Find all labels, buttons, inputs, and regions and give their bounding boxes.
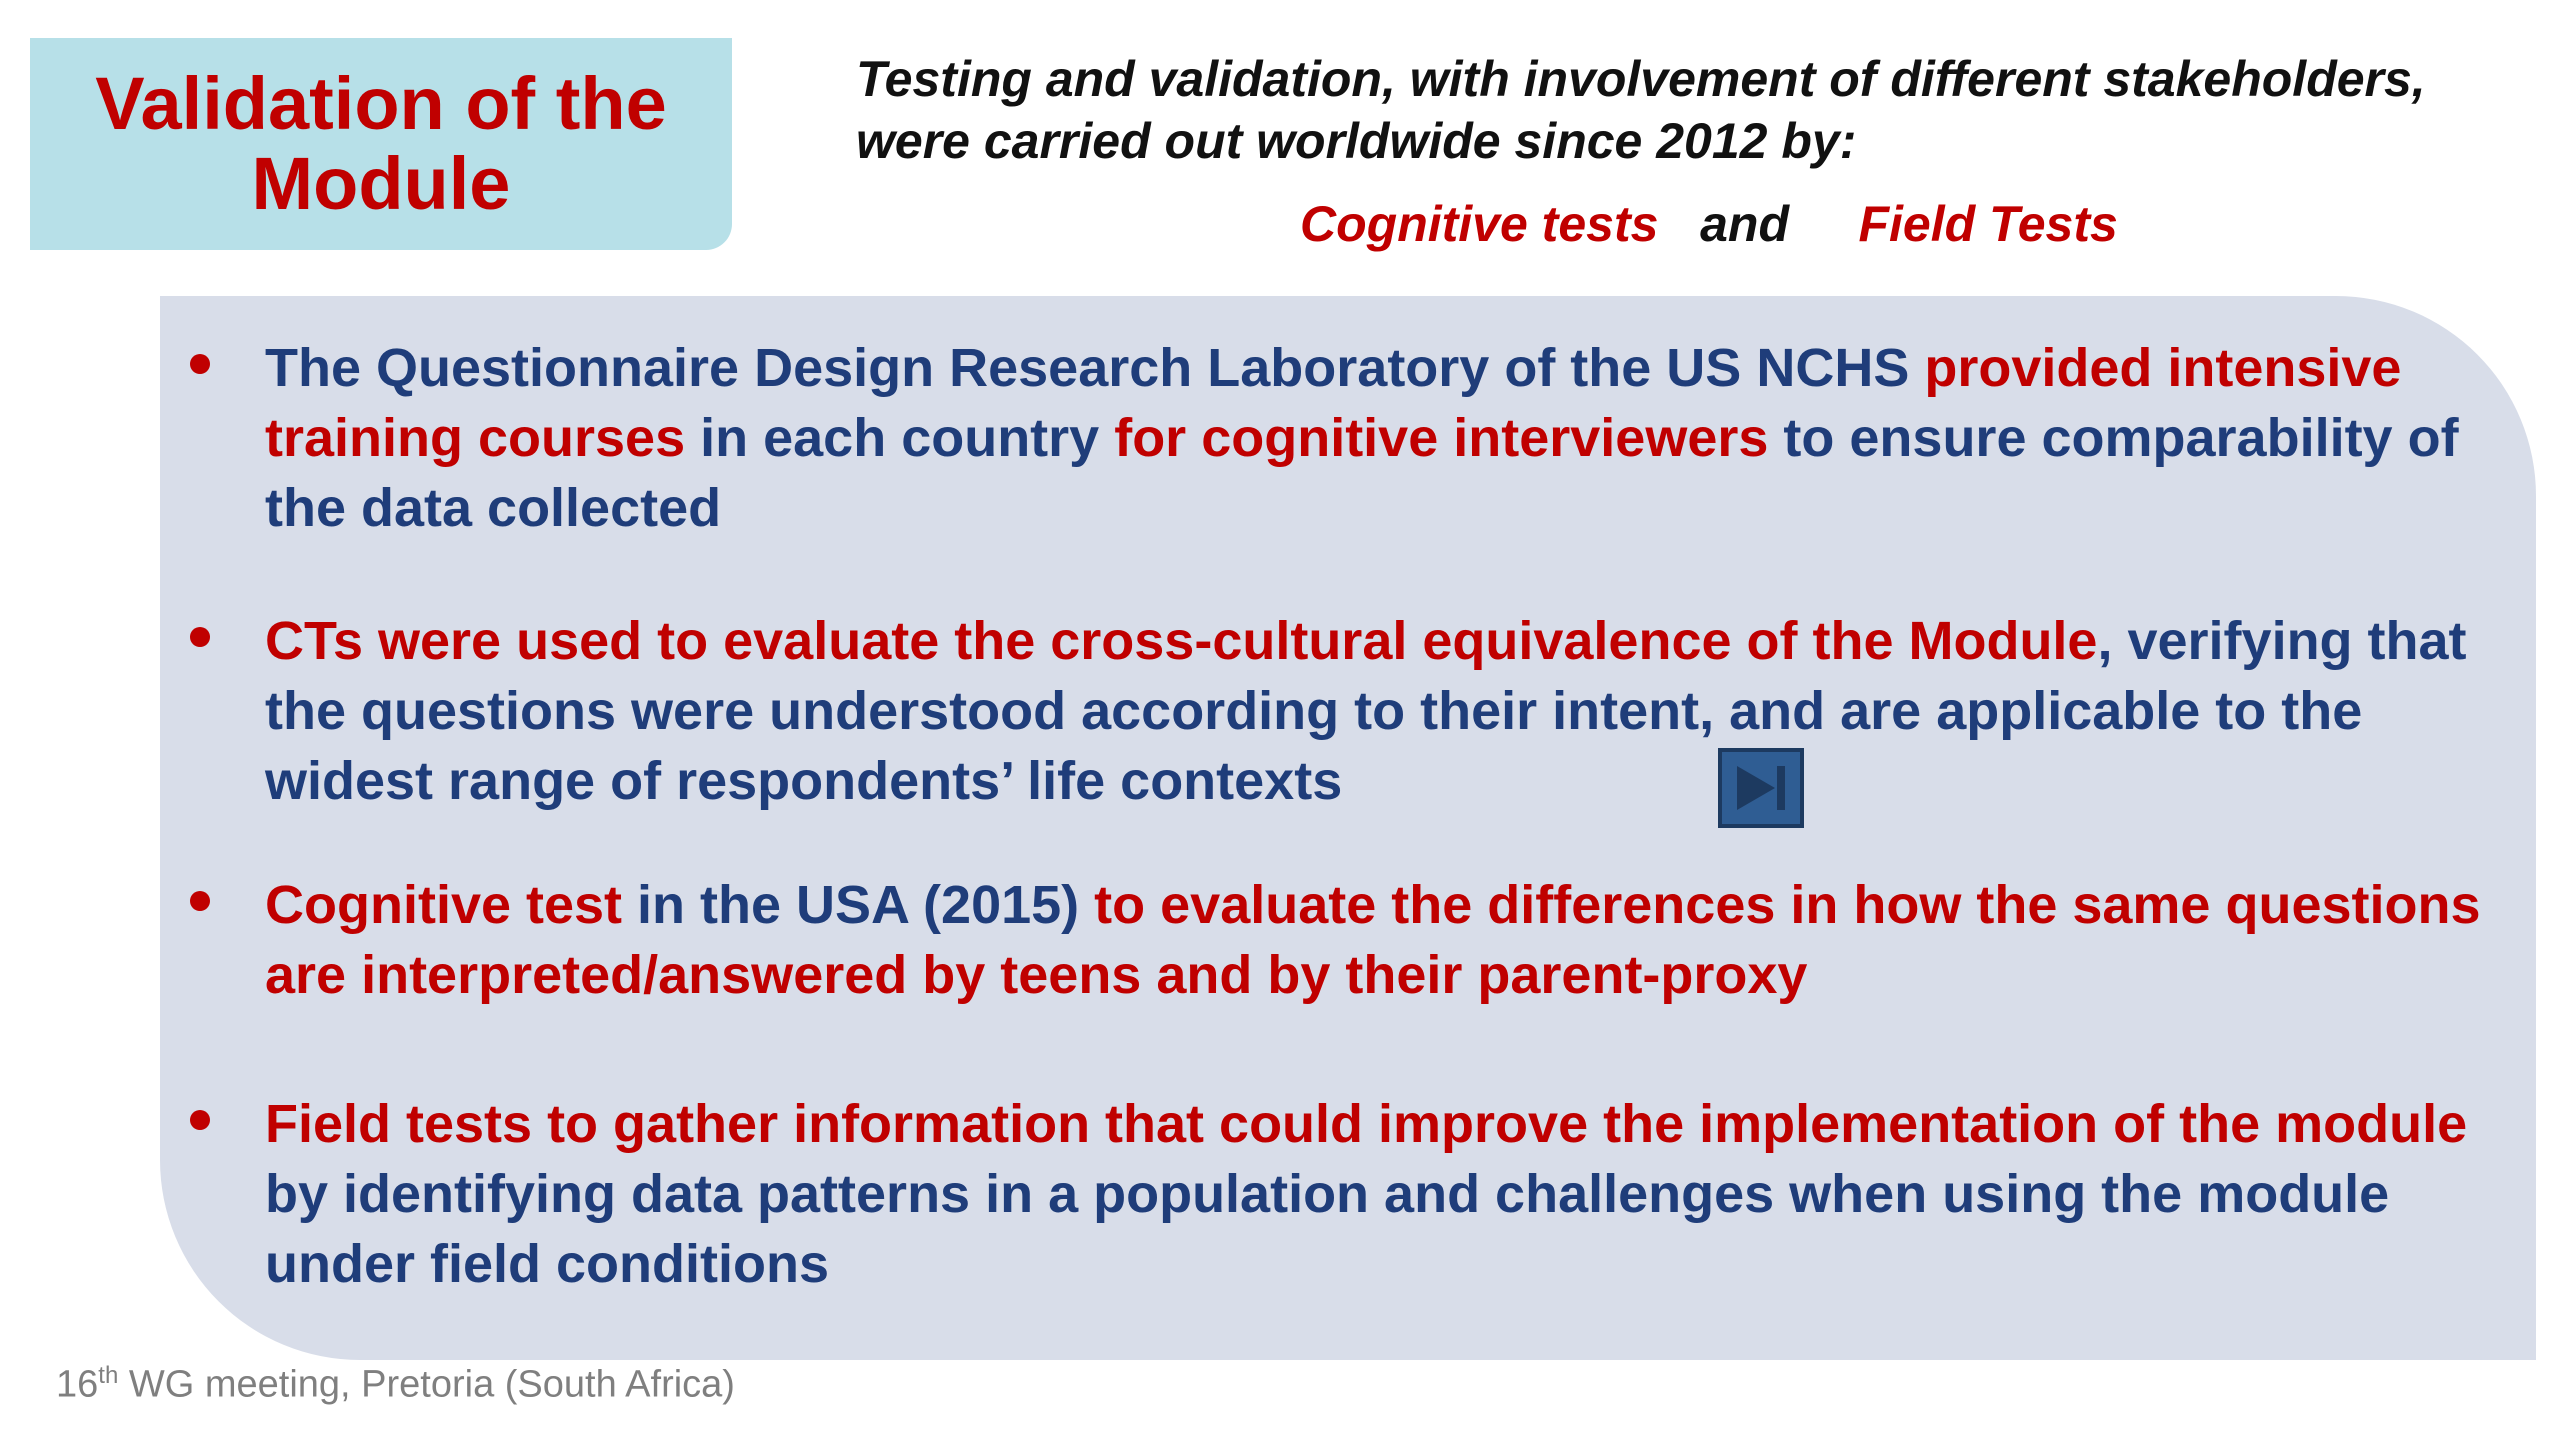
title-line-1: Validation of the — [95, 62, 667, 145]
bullet-text-segment: Field tests to gather information that could improve the implementation of the module — [265, 1094, 2468, 1154]
field-tests-label: Field Tests — [1858, 196, 2118, 252]
intro-tests-line — [1300, 193, 2118, 255]
bullet-2 — [265, 606, 2515, 816]
bullet-dot — [190, 627, 210, 647]
bullet-text-segment: by identifying data patterns in a population and challenges when using the module under field conditions — [265, 1164, 2390, 1294]
bullet-1 — [265, 333, 2515, 543]
bullet-text-segment: provided intensive training courses — [265, 338, 2402, 468]
and-label: and — [1700, 196, 1789, 252]
bullet-text-segment: CTs were used to evaluate the cross-cultural equivalence of the Module — [265, 611, 2098, 671]
bullet-text-segment: for cognitive interviewers — [1114, 408, 1769, 468]
slide-title — [95, 64, 666, 224]
bullet-dot — [190, 1110, 210, 1130]
bullet-text-segment: , verifying that the questions were understood according to their intent, and are applicable to the widest range of respondents’ life contexts — [265, 611, 2467, 811]
footer-meeting: WG meeting, Pretoria (South Africa) — [118, 1363, 735, 1406]
bullet-dot — [190, 354, 210, 374]
next-slide-button[interactable] — [1718, 748, 1804, 828]
intro-text — [856, 48, 2516, 172]
bullet-text-segment: Cognitive test — [265, 875, 623, 935]
bullet-3 — [265, 870, 2515, 1010]
cognitive-tests-label: Cognitive tests — [1300, 196, 1659, 252]
bullet-text-segment: The Questionnaire Design Research Laboratory of the US NCHS — [265, 338, 1925, 398]
intro-line-1: Testing and validation, with involvement of different stakeholders, — [856, 51, 2426, 107]
footer-ordinal: th — [98, 1362, 119, 1389]
bullet-text-segment: in each country — [685, 408, 1115, 468]
title-box — [30, 38, 732, 250]
footer-number: 16 — [56, 1363, 99, 1406]
bullet-text-segment: in the USA (2015) — [622, 875, 1095, 935]
bullet-dot — [190, 891, 210, 911]
footer-text — [56, 1362, 735, 1407]
bullet-4 — [265, 1089, 2515, 1299]
skip-forward-icon — [1729, 760, 1793, 816]
title-line-2: Module — [251, 142, 511, 225]
bullet-text-segment: to ensure comparability of the data collected — [265, 408, 2459, 538]
bullet-text-segment: to evaluate the differences in how the same questions are interpreted/answered by teens and by their parent-proxy — [265, 875, 2481, 1005]
intro-line-2: were carried out worldwide since 2012 by: — [856, 113, 1857, 169]
